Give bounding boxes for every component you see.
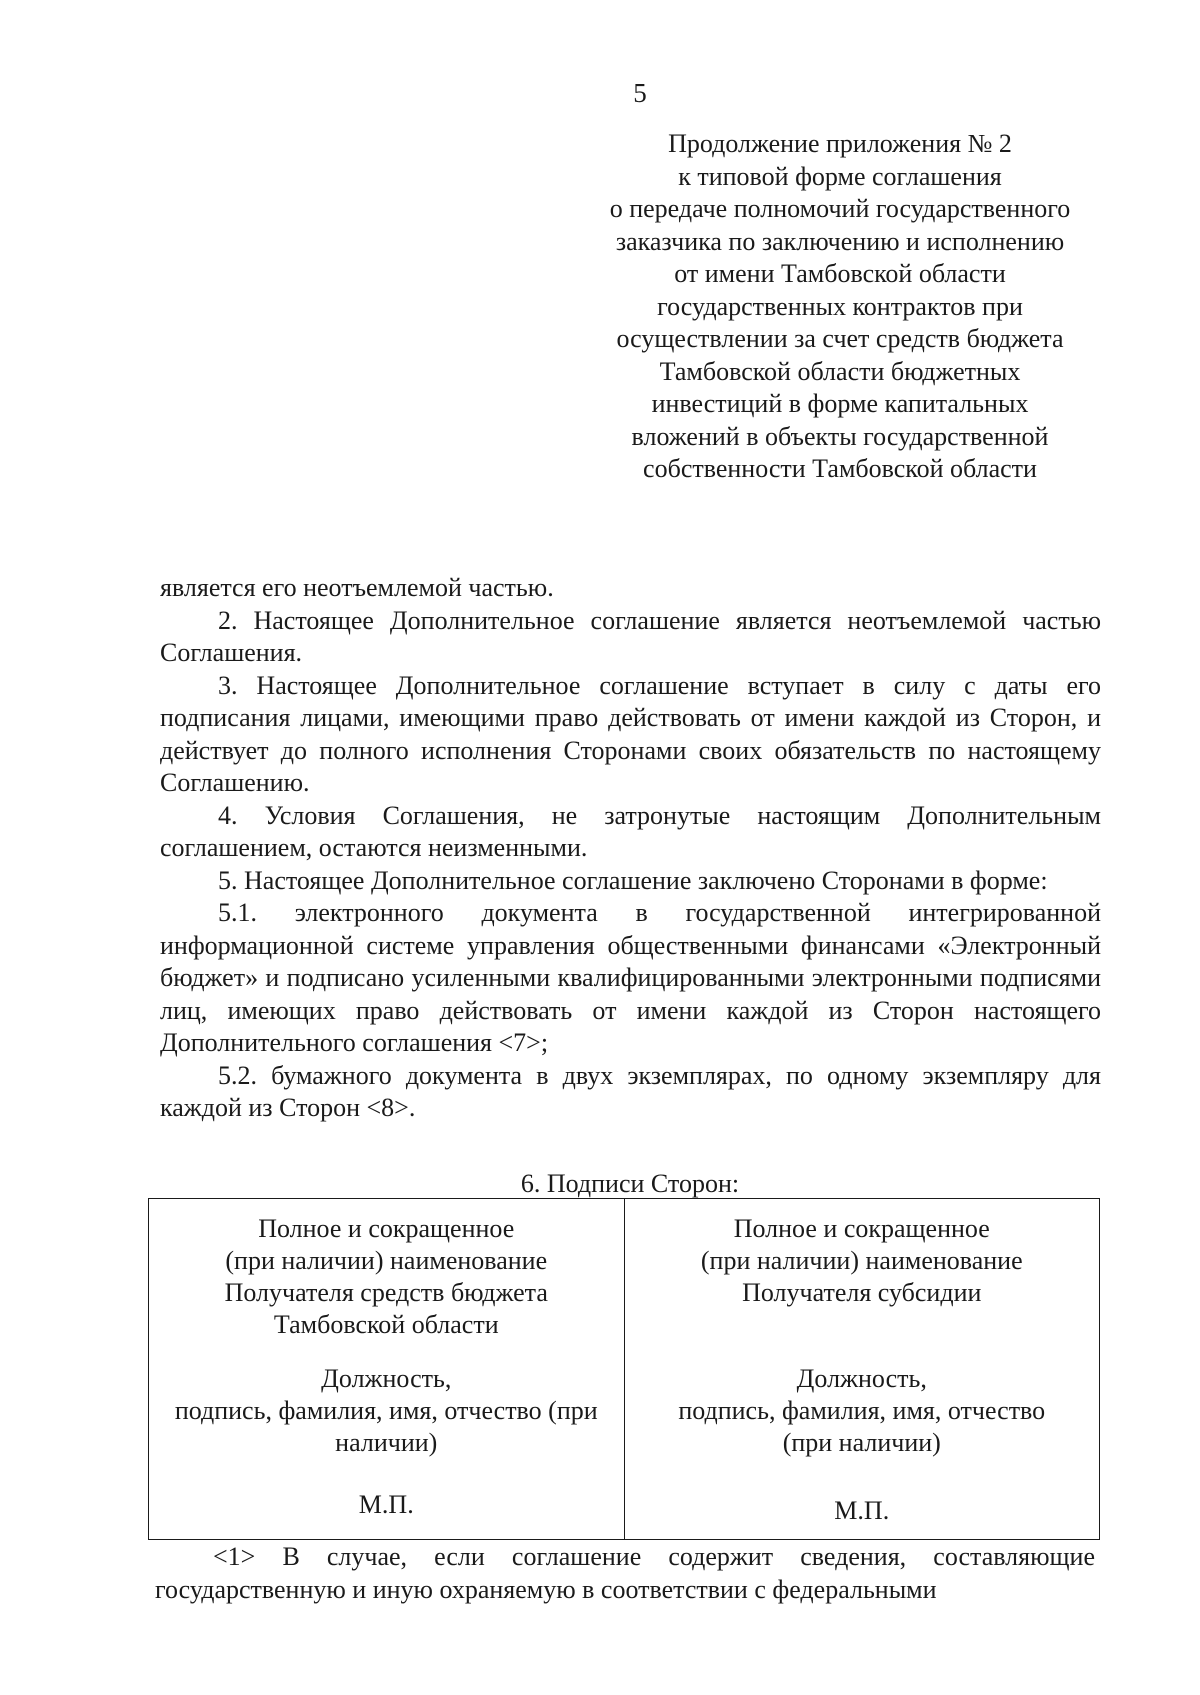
paragraph-2: 2. Настоящее Дополнительное соглашение является неотъемлемой частью Соглашения. — [160, 605, 1101, 667]
spacer — [631, 1309, 1094, 1363]
paragraph-5-2: 5.2. бумажного документа в двух экземплярах, по одному экземпляру для каждой из Сторон <8>. — [160, 1060, 1101, 1122]
header-line: к типовой форме соглашения — [678, 161, 1002, 191]
party-name-line: Полное и сокращенное — [733, 1214, 990, 1243]
position-line: наличии) — [335, 1428, 438, 1457]
party-name-line: Полное и сокращенное — [258, 1214, 515, 1243]
signature-cell-right — [624, 1199, 1100, 1540]
page-number: 5 — [633, 78, 647, 108]
stamp-label: М.П. — [834, 1496, 890, 1525]
header-line: государственных контрактов при — [657, 291, 1023, 321]
spacer — [155, 1459, 618, 1489]
party-name-line: (при наличии) наименование — [225, 1246, 548, 1275]
spacer — [631, 1459, 1094, 1495]
header-line: Продолжение приложения № 2 — [668, 129, 1012, 158]
header-line: собственности Тамбовской области — [643, 454, 1037, 483]
header-line: инвестиций в форме капитальных — [651, 389, 1029, 418]
footnote-1: <1> В случае, если соглашение содержит сведения, составляющие государственную и иную охраняемую в соответствии с федеральными — [155, 1542, 1095, 1604]
header-line: осуществлении за счет средств бюджета — [616, 324, 1064, 353]
party-name-line: Получателя средств бюджета — [224, 1278, 548, 1307]
signatures-title: 6. Подписи Сторон: — [520, 1169, 740, 1198]
paragraph-5: 5. Настоящее Дополнительное соглашение заключено Сторонами в форме: — [218, 865, 1048, 895]
position-line: Должность, — [321, 1364, 452, 1393]
position-line: (при наличии) — [782, 1428, 941, 1457]
signature-cell-left — [149, 1199, 625, 1540]
stamp-label: М.П. — [358, 1490, 414, 1519]
paragraph-5-1: 5.1. электронного документа в государственной интегрированной информационной системе управления общественными финансами «Электронный бюджет» и подписано усиленными квалифицированными электронными подписями лиц, имеющих право действовать от имени каждой из Сторон настоящего Дополнительного соглашения <7>; — [160, 898, 1101, 1057]
appendix-header — [600, 128, 1080, 486]
paragraph-continuation: является его неотъемлемой частью. — [160, 573, 554, 602]
position-line: подпись, фамилия, имя, отчество — [678, 1396, 1046, 1425]
agreement-body — [160, 572, 1101, 1125]
party-name-line: Получателя субсидии — [742, 1278, 982, 1307]
header-line: от имени Тамбовской области — [674, 259, 1006, 288]
party-name-line: Тамбовской области — [273, 1310, 499, 1339]
spacer — [155, 1341, 618, 1363]
paragraph-3: 3. Настоящее Дополнительное соглашение вступает в силу с даты его подписания лицами, имеющими право действовать от имени каждой из Сторон, и действует до полного исполнения Сторонами своих обязательств по настоящему Соглашению. — [160, 670, 1101, 797]
position-line: подпись, фамилия, имя, отчество (при — [174, 1396, 598, 1425]
party-name-line: (при наличии) наименование — [700, 1246, 1023, 1275]
header-line: о передаче полномочий государственного — [609, 194, 1071, 223]
paragraph-4: 4. Условия Соглашения, не затронутые настоящим Дополнительным соглашением, остаются неизменными. — [160, 800, 1101, 862]
header-line: заказчика по заключению и исполнению — [615, 226, 1065, 256]
header-line: вложений в объекты государственной — [631, 421, 1049, 451]
signatures-table — [148, 1198, 1100, 1540]
header-line: Тамбовской области бюджетных — [659, 356, 1021, 386]
position-line: Должность, — [796, 1364, 927, 1393]
